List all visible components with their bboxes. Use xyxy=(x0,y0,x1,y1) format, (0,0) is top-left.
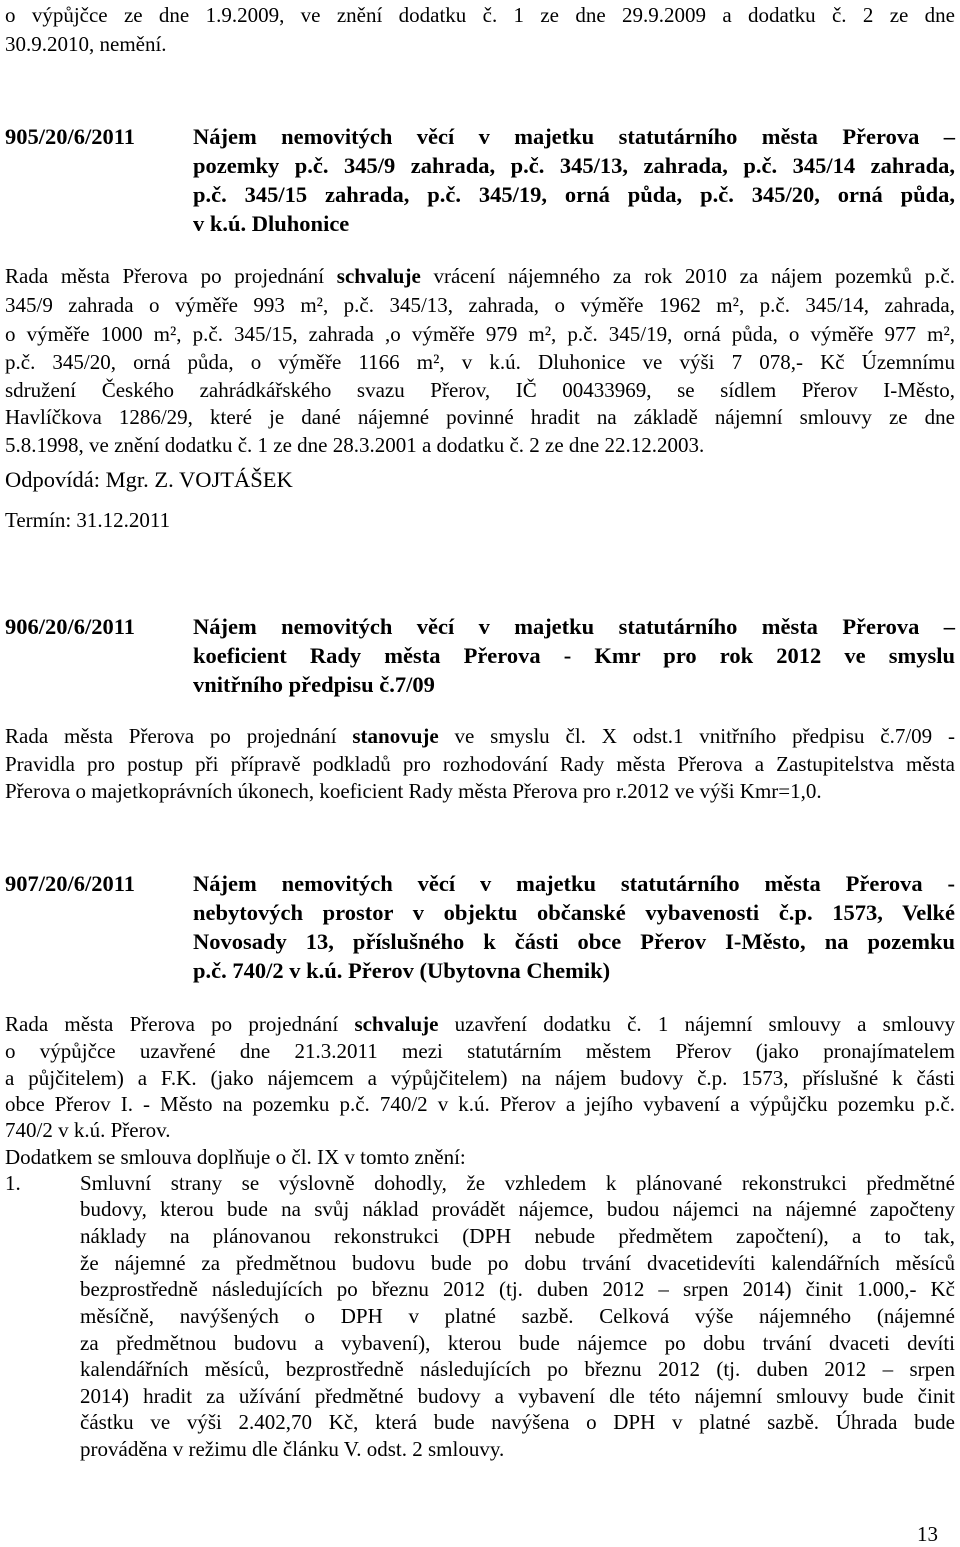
intro-text: Rada města Přerova po projednání xyxy=(5,724,353,748)
resolution-verb: schvaluje xyxy=(354,1012,439,1036)
title-line: nebytových prostor v objektu občanské vybavenosti č.p. 1573, Velké xyxy=(193,900,955,925)
text-line: bezprostředně následujících po březnu 2012 (tj. duben 2012 – srpen 2014) činit 1.000,- Kč xyxy=(80,1277,955,1301)
text-line: budovy, kterou bude na svůj náklad provádět nájemce, budou nájemci na nájemné započteny xyxy=(80,1197,955,1221)
intro-text: Rada města Přerova po projednání xyxy=(5,264,337,288)
resolution-number: 905/20/6/2011 xyxy=(5,124,136,149)
text-line: 30.9.2010, nemění. xyxy=(5,32,167,56)
title-line: Nájem nemovitých věcí v majetku statutárního města Přerova – xyxy=(193,614,955,639)
title-line: v k.ú. Dluhonice xyxy=(193,211,350,236)
text-line: 345/9 zahrada o výměře 993 m², p.č. 345/13, zahrada, o výměře 1962 m², p.č. 345/14, zahrada, xyxy=(5,293,955,317)
title-line: pozemky p.č. 345/9 zahrada, p.č. 345/13, zahrada, p.č. 345/14 zahrada, xyxy=(193,153,955,178)
text-line: p.č. 345/20, orná půda, o výměře 1166 m², v k.ú. Dluhonice ve výši 7 078,- Kč Územnímu xyxy=(5,350,955,374)
text-line: náklady na plánovanou rekonstrukci (DPH nebude předmětem započtení), a to tak, xyxy=(80,1224,955,1248)
text-line: o výpůjčce ze dne 1.9.2009, ve znění dodatku č. 1 ze dne 29.9.2009 a dodatku č. 2 ze dne xyxy=(5,3,955,27)
text-line: 5.8.1998, ve znění dodatku č. 1 ze dne 28.3.2001 a dodatku č. 2 ze dne 22.12.2003. xyxy=(5,433,705,457)
text-line: o výpůjčce uzavřené dne 21.3.2011 mezi statutárním městem Přerov (jako pronajímatelem xyxy=(5,1039,955,1063)
text-line: kalendářních měsíců, bezprostředně následujících po březnu 2012 (tj. duben 2012 – srpen xyxy=(80,1357,955,1381)
text-line: Dodatkem se smlouva doplňuje o čl. IX v tomto znění: xyxy=(5,1145,466,1169)
resolution-text-first-line xyxy=(5,264,955,288)
text-line: částku ve výši 2.402,70 Kč, která bude navýšena o DPH v platné sazbě. Úhrada bude xyxy=(80,1410,955,1434)
line-rest: vrácení nájemného za rok 2010 za nájem pozemků p.č. xyxy=(420,264,955,288)
resolution-906 xyxy=(0,612,960,702)
text-line: měsíčně, navýšených o DPH v platné sazbě. Celková výše nájemného (nájemné xyxy=(80,1304,955,1328)
text-line: a půjčitelem) a F.K. (jako nájemcem a výpůjčitelem) na nájem budovy č.p. 1573, příslušné k části xyxy=(5,1066,955,1090)
deadline: Termín: 31.12.2011 xyxy=(5,508,171,532)
resolution-905 xyxy=(0,122,960,242)
title-line: koeficient Rady města Přerova - Kmr pro rok 2012 ve smyslu xyxy=(193,643,955,668)
resolution-907 xyxy=(0,869,960,989)
resolution-text-first-line xyxy=(5,1012,955,1036)
text-line: o výměře 1000 m², p.č. 345/15, zahrada ,o výměře 979 m², p.č. 345/19, orná půda, o výměře 977 m², xyxy=(5,322,955,346)
title-line: p.č. 740/2 v k.ú. Přerov (Ubytovna Chemik) xyxy=(193,958,611,983)
text-line: 740/2 v k.ú. Přerov. xyxy=(5,1118,171,1142)
resolution-verb: stanovuje xyxy=(352,724,439,748)
resolution-number: 906/20/6/2011 xyxy=(5,614,136,639)
text-line: prováděna v režimu dle článku V. odst. 2 smlouvy. xyxy=(80,1437,505,1461)
resolution-number: 907/20/6/2011 xyxy=(5,871,136,896)
line-rest: uzavření dodatku č. 1 nájemní smlouvy a smlouvy xyxy=(438,1012,955,1036)
text-line: za předmětnou budovu a vybavení), kterou bude nájemce po dobu trvání dvaceti devíti xyxy=(80,1331,955,1355)
title-line: Novosady 13, příslušného k části obce Přerov I-Město, na pozemku xyxy=(193,929,955,954)
line-rest: ve smyslu čl. X odst.1 vnitřního předpisu č.7/09 - xyxy=(438,724,955,748)
text-line: Pravidla pro postup při přípravě podkladů pro rozhodování Rady města Přerova a Zastupitelstva města xyxy=(5,752,955,776)
page-number: 13 xyxy=(917,1522,938,1546)
title-line: vnitřního předpisu č.7/09 xyxy=(193,672,435,697)
intro-text: Rada města Přerova po projednání xyxy=(5,1012,355,1036)
text-line: 2014) hradit za užívání předmětné budovy a vybavení dle této nájemní smlouvy bude činit xyxy=(80,1384,955,1408)
resolution-verb: schvaluje xyxy=(336,264,421,288)
title-line: Nájem nemovitých věcí v majetku statutárního města Přerova – xyxy=(193,124,955,149)
title-line: Nájem nemovitých věcí v majetku statutárního města Přerova - xyxy=(193,871,955,896)
title-line: p.č. 345/15 zahrada, p.č. 345/19, orná půda, p.č. 345/20, orná půda, xyxy=(193,182,955,207)
text-line: sdružení Českého zahrádkářského svazu Přerov, IČ 00433969, se sídlem Přerov I-Město, xyxy=(5,378,955,402)
list-item-number: 1. xyxy=(5,1171,21,1195)
text-line: Havlíčkova 1286/29, které je dané nájemné povinné hradit na základě nájemní smlouvy ze dne xyxy=(5,405,955,429)
text-line: Přerova o majetkoprávních úkonech, koeficient Rady města Přerova pro r.2012 ve výši Kmr=1,0. xyxy=(5,779,822,803)
resolution-text-first-line xyxy=(5,724,955,748)
text-line: že nájemné za předmětnou budovu bude po dobu trvání dvacetidevíti kalendářních měsíců xyxy=(80,1251,955,1275)
text-line: Smluvní strany se výslovně dohodly, že vzhledem k plánované rekonstrukci předmětné xyxy=(80,1171,955,1195)
responsible-person: Odpovídá: Mgr. Z. VOJTÁŠEK xyxy=(5,467,293,492)
text-line: obce Přerov I. - Město na pozemku p.č. 740/2 v k.ú. Přerov a jejího vybavení a výpůjčku pozemku p.č. xyxy=(5,1092,955,1116)
